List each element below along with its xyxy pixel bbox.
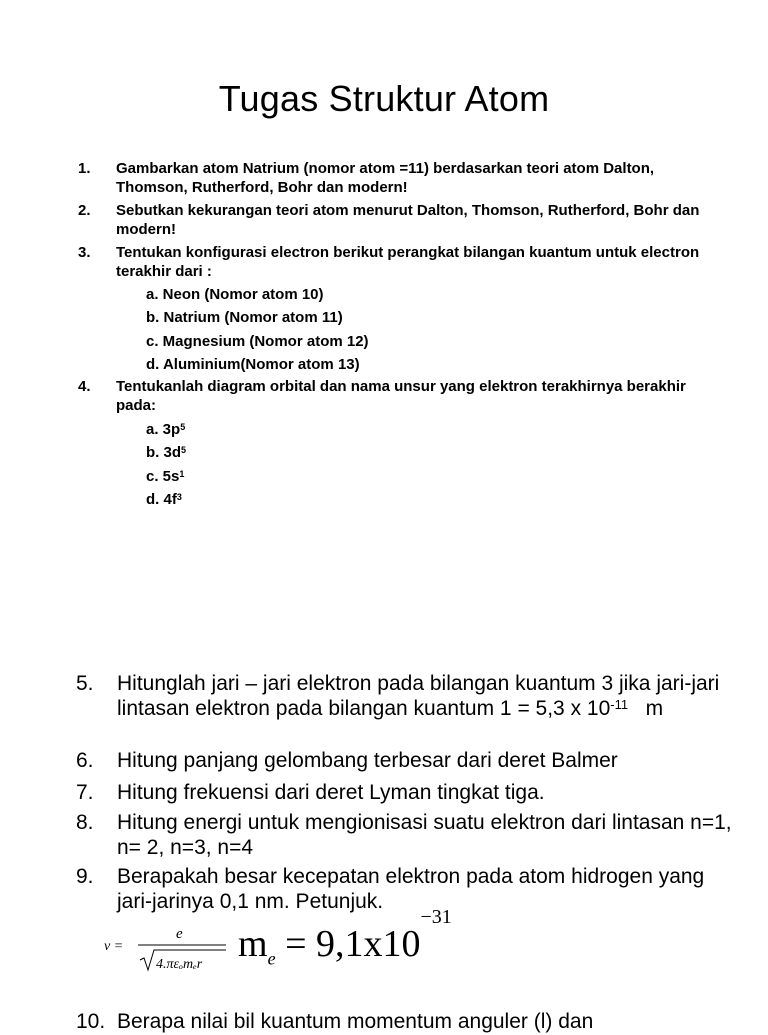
list-item: d. Aluminium(Nomor atom 13) — [146, 355, 360, 373]
question-7 — [76, 781, 736, 806]
question-number: 6. — [76, 749, 94, 772]
question-4-items — [146, 418, 186, 511]
list-item: b. $3d^5$ — [146, 444, 187, 462]
question-9 — [76, 865, 736, 914]
question-text: Hitung energi untuk mengionisasi suatu elektron dari lintasan n=1, n= 2, n=3, n=4 — [117, 811, 732, 859]
question-10 — [76, 1010, 736, 1035]
question-number: 5. — [76, 672, 94, 695]
question-8 — [76, 811, 736, 860]
question-2 — [78, 202, 718, 239]
question-number: 8. — [76, 811, 94, 834]
formula-electron-mass: $m_e = 9,1x10^{-31}$ — [238, 906, 452, 969]
question-number: 4. — [78, 378, 91, 395]
question-text: Berapakah besar kecepatan elektron pada atom hidrogen yang jari-jarinya 0,1 nm. Petunjuk. — [117, 865, 705, 913]
question-number: 1. — [78, 160, 91, 177]
list-item: b. Natrium (Nomor atom 11) — [146, 309, 343, 327]
question-number: 3. — [78, 244, 91, 261]
question-text: Hitunglah jari – jari elektron pada bilangan kuantum 3 jika jari-jari lintasan elektron pada bilangan kuantum 1 = 5,3 x $10^{-11}$ m — [117, 672, 720, 720]
page-title: Tugas Struktur Atom — [218, 78, 550, 119]
question-text: Hitung panjang gelombang terbesar dari deret Balmer — [117, 749, 618, 772]
question-1 — [78, 160, 718, 197]
question-number: 7. — [76, 781, 94, 804]
question-text: Hitung frekuensi dari deret Lyman tingkat tiga. — [117, 781, 545, 804]
question-number: 10. — [76, 1010, 106, 1033]
list-item: c. Magnesium (Nomor atom 12) — [146, 332, 369, 350]
question-6 — [76, 749, 736, 774]
formula-lhs: v = — [104, 939, 124, 954]
question-number: 9. — [76, 865, 94, 888]
question-number: 2. — [78, 202, 91, 219]
question-text: Tentukan konfigurasi electron berikut perangkat bilangan kuantum untuk electron terakhir dari : — [116, 244, 700, 280]
list-item: a. $3p^5$ — [146, 421, 186, 438]
list-item: c. $5s^1$ — [146, 467, 185, 485]
formula-velocity — [104, 922, 234, 983]
formula-velocity-graphic — [104, 922, 234, 978]
question-text: Berapa nilai bil kuantum momentum anguler (l) dan — [117, 1010, 594, 1033]
question-text: Gambarkan atom Natrium (nomor atom =11) berdasarkan teori atom Dalton, Thomson, Rutherford, Bohr dan modern! — [116, 160, 655, 196]
formula-denominator: 4.πεₒmₑr — [156, 957, 203, 972]
formula-numerator: e — [176, 926, 183, 942]
list-item: d. $4f^3$ — [146, 490, 182, 508]
question-4 — [78, 378, 718, 415]
question-3 — [78, 244, 718, 281]
question-text: Tentukanlah diagram orbital dan nama unsur yang elektron terakhirnya berakhir pada: — [116, 378, 686, 414]
list-item: a. Neon (Nomor atom 10) — [146, 286, 324, 303]
question-3-items — [146, 283, 369, 376]
question-5 — [76, 672, 736, 721]
question-text: Sebutkan kekurangan teori atom menurut Dalton, Thomson, Rutherford, Bohr dan modern! — [116, 202, 700, 238]
